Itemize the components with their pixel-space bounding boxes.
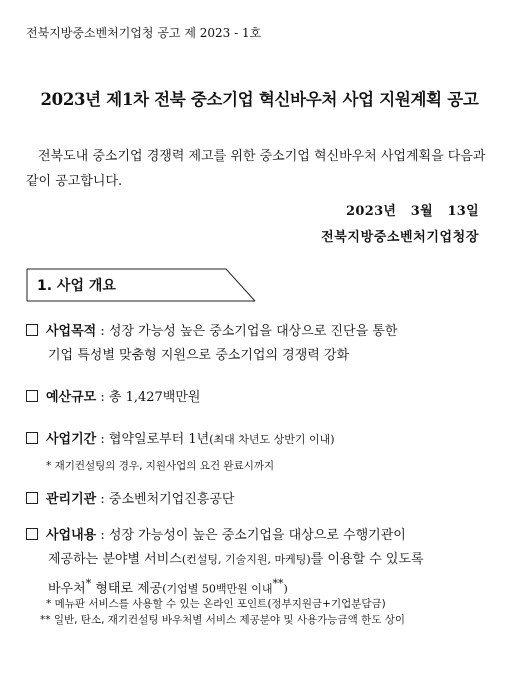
content-note-1: * 메뉴판 서비스를 사용할 수 있는 온라인 포인트(정부지원금+기업분담금) [46, 598, 386, 610]
item-separator: : [96, 432, 109, 447]
notice-number: 전북지방중소벤처기업청 공고 제 2023 - 1호 [26, 26, 262, 40]
content-note-2: ** 일반, 탄소, 재기컨설팅 바우처별 서비스 제공분야 및 사용가능금액 한도 상이 [40, 614, 405, 626]
item-line-small: (컨설팅, 기술지원, 마케팅) [181, 553, 311, 566]
item-period [26, 428, 496, 452]
checkbox-icon [26, 324, 38, 336]
item-line: 제공하는 분야별 서비스 [48, 552, 182, 567]
issuer-name: 전북지방중소벤처기업청장 [321, 230, 479, 245]
item-label: 관리기관 [46, 492, 97, 507]
document-title: 2023년 제1차 전북 중소기업 혁신바우처 사업 지원계획 공고 [40, 90, 479, 109]
item-line: 성장 가능성 높은 중소기업을 대상으로 진단을 통한 [108, 324, 398, 339]
period-note: * 재기컨설팅의 경우, 지원사업의 요건 완료시까지 [46, 460, 275, 472]
item-line-small: ) [283, 582, 288, 596]
item-budget [26, 386, 496, 410]
footnote-marker: * [85, 577, 92, 590]
item-line: 협약일로부터 1년 [108, 432, 210, 447]
checkbox-icon [26, 390, 38, 402]
item-line: 를 이용할 수 있도록 [310, 552, 424, 567]
item-label: 사업기간 [46, 432, 97, 447]
section-title: 1. 사업 개요 [37, 278, 116, 294]
item-purpose [26, 320, 496, 368]
intro-text: 전북도내 중소기업 경쟁력 제고를 위한 중소기업 혁신바우처 사업계획을 다음과 같이 공고합니다. [26, 149, 486, 189]
item-separator: : [96, 324, 109, 339]
item-separator: : [96, 492, 109, 507]
announcement-date: 2023년 3월 13일 [346, 204, 479, 219]
checkbox-icon [26, 528, 38, 540]
item-line: 기업 특성별 맞춤형 지원으로 중소기업의 경쟁력 강화 [48, 348, 350, 363]
item-line: 성장 가능성이 높은 중소기업을 대상으로 수행기관이 [108, 528, 406, 543]
item-line-small: (최대 차년도 상반기 이내) [209, 433, 335, 446]
checkbox-icon [26, 432, 38, 444]
item-agency [26, 488, 496, 512]
item-line-small: (기업별 50백만원 이내 [162, 582, 273, 596]
item-label: 사업목적 [46, 324, 97, 339]
intro-paragraph [26, 144, 496, 194]
item-line: 바우처 [48, 581, 86, 597]
item-line: 총 1,427백만원 [108, 390, 201, 405]
item-label: 예산규모 [46, 390, 97, 405]
item-content [26, 524, 496, 601]
footnote-marker: ** [272, 577, 284, 590]
item-line: 중소벤처기업진흥공단 [108, 492, 235, 507]
item-separator: : [96, 390, 109, 405]
section-header [26, 268, 256, 302]
item-separator: : [96, 528, 109, 543]
checkbox-icon [26, 492, 38, 504]
item-line: 형태로 제공 [91, 581, 163, 597]
item-label: 사업내용 [46, 528, 97, 543]
